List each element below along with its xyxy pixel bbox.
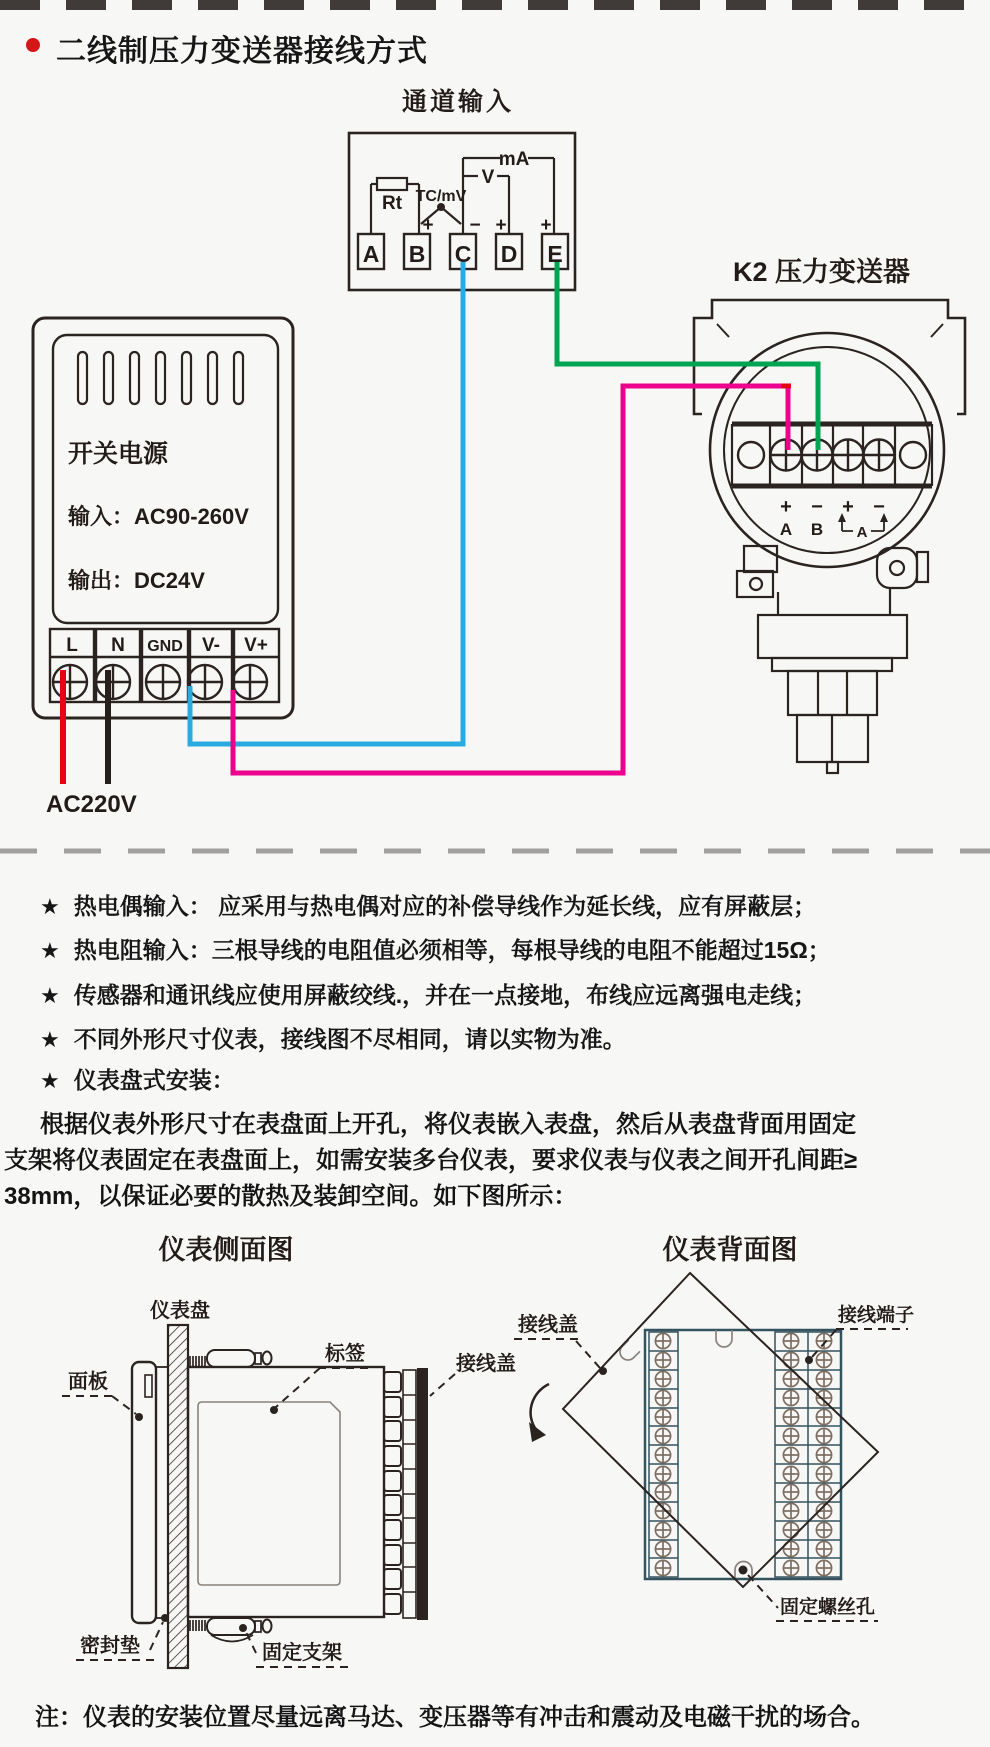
plus-d: + [495,215,507,236]
wire-magenta [233,386,783,773]
transmitter-title: K2 压力变送器 [733,257,911,287]
tx-pol-1: + [780,496,792,518]
plus-b: + [422,215,434,236]
tx-meter-label: A [856,524,868,541]
terminal-c: C [454,241,472,267]
terminal-e: E [547,241,563,267]
tag-label: 标签 [325,1343,365,1365]
rear-terminal-ladder [384,1368,428,1620]
psu-name: 开关电源 [68,440,169,468]
gasket-label: 密封垫 [80,1635,140,1657]
top-fixing-screw [190,1350,272,1367]
pressure-transmitter [694,256,965,773]
note-item-1: ★ 热电偶输入： 应采用与热电偶对应的补偿导线作为延长线，应有屏蔽层； [40,893,817,919]
tx-pol-2: − [811,496,823,518]
bracket-label: 固定支架 [262,1642,342,1664]
screw-hole-label: 固定螺丝孔 [780,1597,876,1618]
psu-terminal-n: N [111,635,125,656]
install-paragraph-line-3: 38mm，以保证必要的散热及装卸空间。如下图所示： [4,1183,578,1210]
transmitter-body [737,546,928,773]
channel-input-title: 通道输入 [401,88,515,116]
meter-body [188,1367,384,1617]
psu-output: 输出：DC24V [68,568,205,593]
side-view-leaders [62,1368,455,1667]
note-item-5: ★ 仪表盘式安装： [40,1067,235,1093]
psu-terminal-gnd: GND [147,638,183,655]
tx-label-a: A [779,520,793,539]
panel-board-label: 仪表盘 [150,1300,210,1322]
back-body [645,1330,841,1579]
psu-vents [78,352,243,404]
fixing-screw-hole-dot [739,1566,748,1575]
rotate-arrowhead [529,1422,546,1442]
star-icon: ★ [40,894,60,919]
rotate-arrow [531,1384,549,1431]
psu-terminal-vminus: V- [202,635,220,656]
side-view-diagram [62,1235,516,1668]
terminal-a: A [362,241,380,267]
side-cover-label: 接线盖 [456,1353,516,1375]
page-title: 二线制压力变送器接线方式 [56,35,428,68]
terminal-b: B [408,241,426,267]
note-item-3: ★ 传感器和通讯线应使用屏蔽绞线.，并在一点接地，布线应远离强电走线； [40,982,817,1008]
footer-note: 注：仪表的安装位置尽量远离马达、变压器等有冲击和震动及电磁干扰的场合。 [35,1704,875,1731]
tx-label-b: B [810,520,824,539]
v-label: V [481,167,495,188]
minus-c: − [469,215,481,236]
star-icon: ★ [40,1027,60,1052]
side-view-title: 仪表侧面图 [158,1235,294,1265]
psu-screw-n [96,665,130,699]
tx-pol-3: + [842,496,854,518]
install-paragraph-line-1: 根据仪表外形尺寸在表盘面上开孔，将仪表嵌入表盘，然后从表盘背面用固定 [40,1111,856,1138]
meter-label-area [198,1402,340,1585]
star-icon: ★ [40,1068,60,1093]
transmitter-face-outer [710,333,944,567]
note-item-4: ★ 不同外形尺寸仪表，接线图不尽相同，请以实物为准。 [40,1026,626,1052]
psu-terminal-l: L [66,635,78,656]
terminal-d: D [500,241,518,267]
ma-label: mA [498,149,530,170]
front-bezel [132,1362,156,1623]
psu-screw-gnd [146,665,180,699]
back-view-title: 仪表背面图 [662,1235,798,1265]
note-item-2: ★ 热电阻输入：三根导线的电阻值必须相等，每根导线的电阻不能超过15Ω； [40,937,831,963]
channel-input-box [349,87,575,290]
rt-label: Rt [381,193,403,214]
tc-mv-label: TC/mV [415,188,467,205]
tx-pol-4: − [873,496,885,518]
psu-terminal-vplus: V+ [244,635,268,656]
install-paragraph-line-2: 支架将仪表固定在表盘面上，如需安装多台仪表，要求仪表与仪表之间开孔间距≥ [4,1147,858,1174]
star-icon: ★ [40,938,60,963]
ac220v-label: AC220V [46,791,137,818]
front-panel-label: 面板 [68,1371,108,1393]
psu-input: 输入：AC90-260V [68,504,249,529]
psu-screw-l [53,665,87,699]
terminal-block-label: 接线端子 [838,1305,915,1326]
plus-e: + [540,215,552,236]
back-cover-label: 接线盖 [518,1314,578,1336]
back-view-diagram [514,1235,914,1621]
psu-screw-vplus [233,665,267,699]
panel-wall-hatch [168,1325,188,1668]
bottom-fixing-screw [190,1618,272,1642]
psu-screw-vminus [188,665,222,699]
terminal-cover-bar [417,1368,428,1620]
star-icon: ★ [40,983,60,1008]
